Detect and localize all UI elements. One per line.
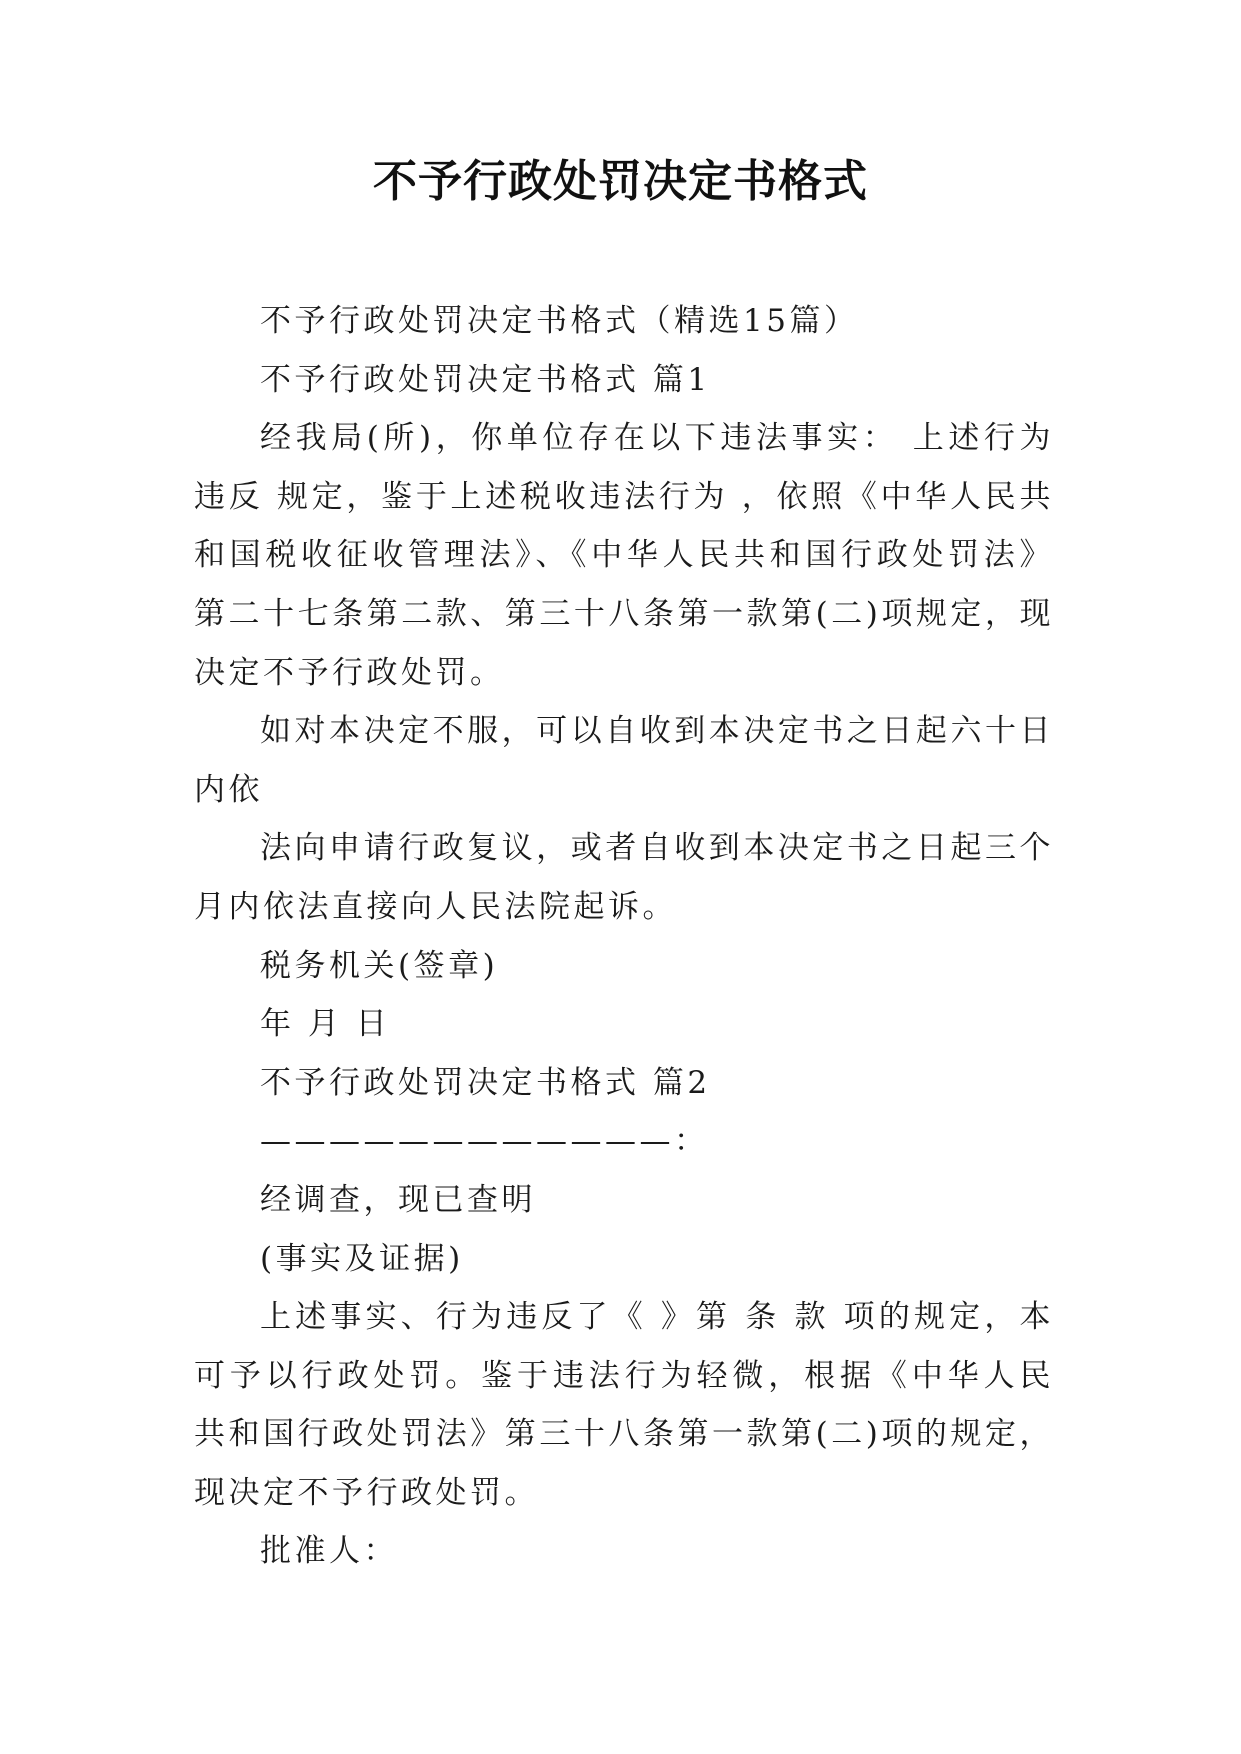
paragraph-facts-evidence: (事实及证据) bbox=[260, 1240, 464, 1277]
document-title: 不予行政处罚决定书格式 bbox=[373, 156, 868, 207]
paragraph-addressee-line: ————————————： bbox=[260, 1123, 709, 1160]
paragraph-violation-facts: 经我局(所)，你单位存在以下违法事实： 上述行为违反 规定，鉴于上述税收违法行为 ，依照《中华人民共和国税收征收管理法》、《中华人民共和国行政处罚法》第二十七条第二款、第三十八条第一款第(二)项规定，现决定不予行政处罚。 bbox=[194, 420, 1054, 691]
paragraph-section-1-heading: 不予行政处罚决定书格式 篇1 bbox=[260, 361, 711, 398]
paragraph-decision: 上述事实、行为违反了《 》第 条 款 项的规定，本可予以行政处罚。鉴于违法行为轻微，根据《中华人民共和国行政处罚法》第三十八条第一款第(二)项的规定，现决定不予行政处罚。 bbox=[194, 1299, 1054, 1511]
document-body bbox=[194, 292, 1054, 1581]
paragraph-approver: 批准人： bbox=[260, 1533, 398, 1570]
paragraph-collection-title: 不予行政处罚决定书格式（精选15篇） bbox=[260, 303, 859, 339]
paragraph-investigation: 经调查，现已查明 bbox=[260, 1181, 536, 1218]
paragraph-date-line: 年 月 日 bbox=[260, 1006, 391, 1043]
paragraph-appeal-deadline: 如对本决定不服，可以自收到本决定书之日起六十日内依 bbox=[194, 713, 1054, 808]
paragraph-appeal-options: 法向申请行政复议，或者自收到本决定书之日起三个月内依法直接向人民法院起诉。 bbox=[194, 830, 1054, 925]
paragraph-section-2-heading: 不予行政处罚决定书格式 篇2 bbox=[260, 1064, 711, 1101]
paragraph-tax-authority-seal: 税务机关(签章) bbox=[260, 947, 499, 984]
